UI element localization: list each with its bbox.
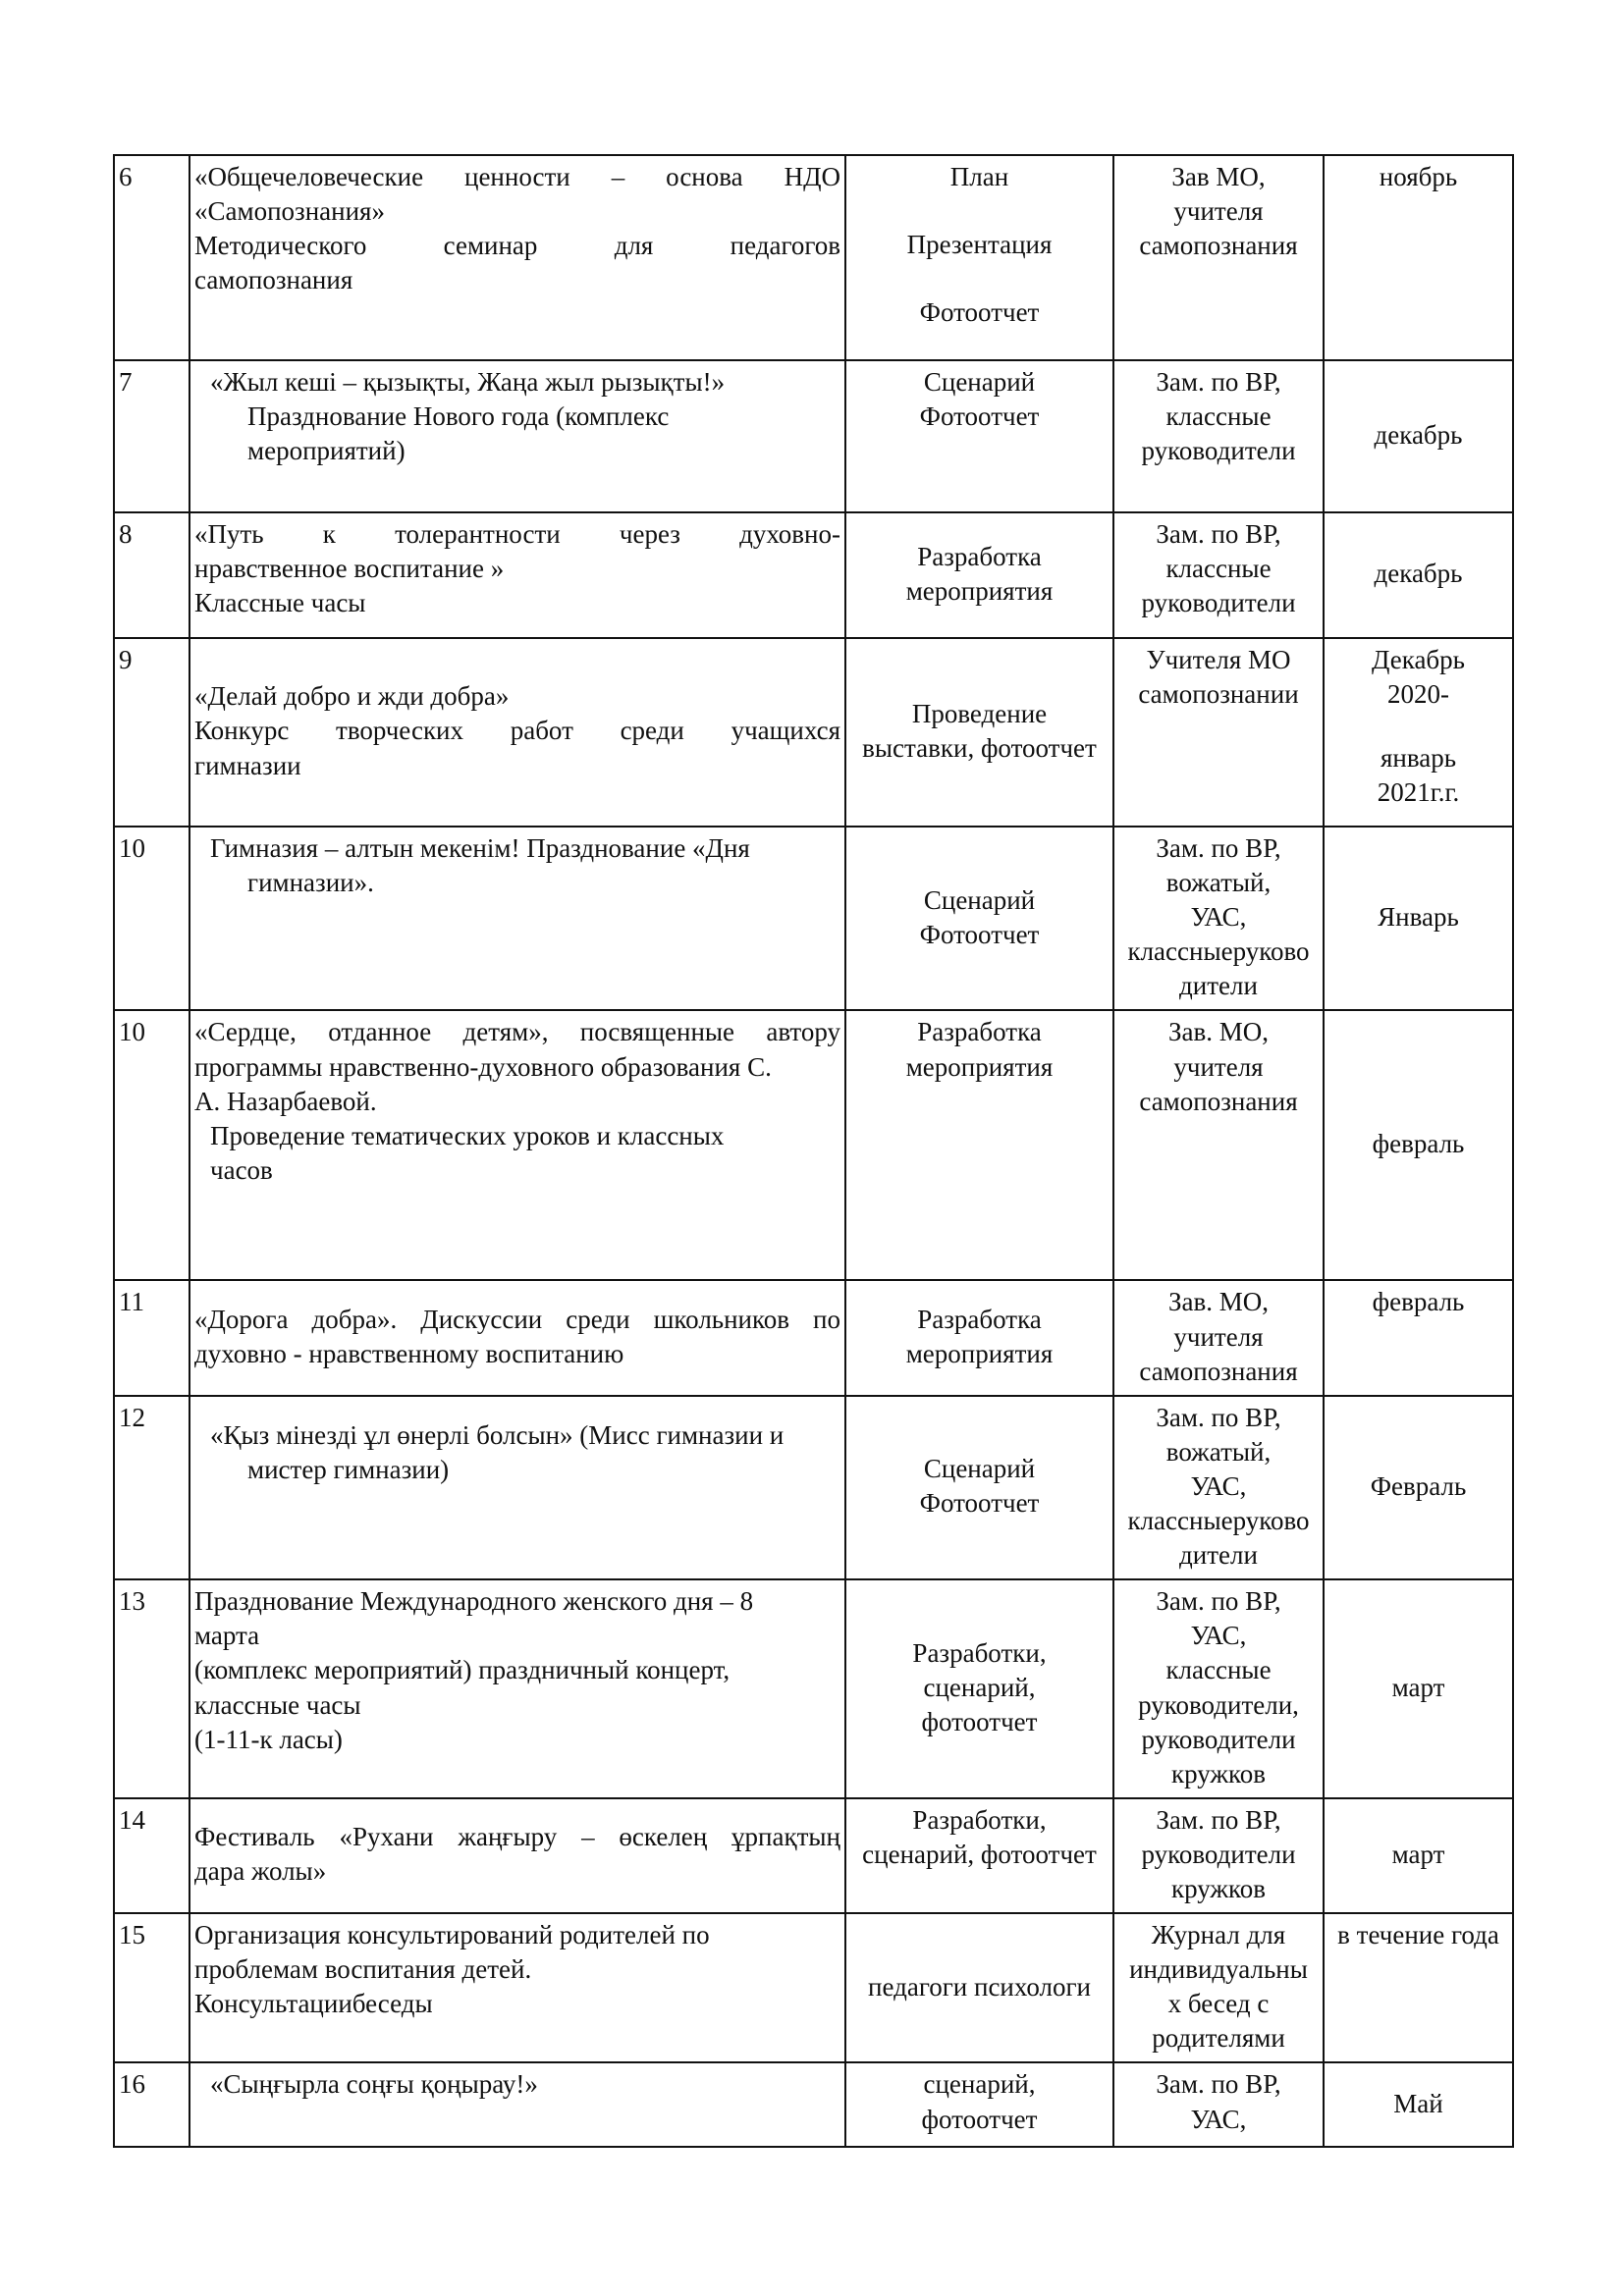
report-form-cell — [845, 1579, 1113, 1798]
event-plan-table — [113, 154, 1514, 2148]
table-row — [114, 1913, 1513, 2062]
deadline-cell — [1324, 155, 1513, 360]
row-number: 6 — [114, 155, 189, 360]
responsible-cell — [1113, 360, 1324, 512]
responsible-cell — [1113, 155, 1324, 360]
event-name-cell — [189, 1280, 845, 1395]
table-row — [114, 1280, 1513, 1395]
event-name-line: самопознания — [194, 265, 353, 295]
event-name-line: (1-11-к ласы) — [194, 1724, 343, 1754]
responsible-line: Учителя МО — [1146, 645, 1291, 674]
event-name-line: «Делай добро и жди добра» — [194, 681, 510, 712]
event-name-line: «Дорога добра». Дискуссии среди школьников по — [194, 1305, 840, 1335]
responsible-line: классныеруково — [1127, 1506, 1310, 1536]
event-name-line: Празднование Международного женского дня – 8 — [194, 1586, 754, 1617]
event-name-cell — [189, 512, 845, 638]
report-form-cell — [845, 1913, 1113, 2062]
event-name-cell — [189, 155, 845, 360]
responsible-line: УАС, — [1190, 1621, 1247, 1651]
responsible-line: х бесед с — [1167, 1989, 1270, 2019]
responsible-line: Зам. по ВР, — [1156, 367, 1281, 397]
report-form-cell — [845, 1010, 1113, 1280]
report-form-line: сценарий, — [923, 1672, 1036, 1702]
report-form-cell — [845, 638, 1113, 827]
table-row — [114, 638, 1513, 827]
responsible-line: дители — [1179, 971, 1258, 1001]
responsible-line: самопознания — [1139, 231, 1298, 261]
deadline-line: декабрь — [1374, 419, 1463, 450]
event-name-line: Фестиваль «Рухани жаңғыру – өскелең ұрпақтың — [194, 1822, 840, 1852]
responsible-line: Зам. по ВР, — [1156, 2069, 1281, 2100]
report-form-line: мероприятия — [905, 576, 1054, 606]
deadline-line: в течение года — [1337, 1920, 1499, 1950]
event-name-line: Конкурс творческих работ среди учащихся — [194, 716, 840, 746]
responsible-cell — [1113, 1798, 1324, 1913]
event-name-line: «Общечеловеческие ценности – основа НДО — [194, 162, 840, 191]
event-name-line: программы нравственно-духовного образования С. — [194, 1051, 772, 1082]
responsible-line: Зам. по ВР, — [1156, 1402, 1281, 1432]
row-number: 7 — [114, 360, 189, 512]
deadline-cell — [1324, 512, 1513, 638]
row-number: 16 — [114, 2062, 189, 2147]
report-form-line: Сценарий — [923, 884, 1036, 915]
event-name-cell — [189, 1579, 845, 1798]
event-name-line: гимназии — [194, 750, 301, 780]
event-name-line: Классные часы — [194, 588, 366, 618]
responsible-line: руководители — [1141, 1839, 1296, 1869]
table-row — [114, 1798, 1513, 1913]
event-name-line: Консультациибеседы — [194, 1989, 433, 2019]
report-form-cell — [845, 155, 1113, 360]
deadline-line: Декабрь — [1372, 645, 1465, 674]
event-name-cell — [189, 827, 845, 1010]
event-name-cell — [189, 638, 845, 827]
responsible-line: учителя — [1173, 1321, 1264, 1352]
event-name-cell — [189, 1396, 845, 1579]
report-form-cell — [845, 2062, 1113, 2147]
deadline-line: январь — [1380, 743, 1457, 774]
responsible-line: классные — [1165, 1655, 1272, 1685]
deadline-line: Февраль — [1370, 1470, 1467, 1501]
responsible-line: Зам. по ВР, — [1156, 519, 1281, 549]
responsible-line: учителя — [1173, 196, 1264, 227]
responsible-line: Журнал для — [1151, 1920, 1286, 1950]
report-form-line: выставки, фотоотчет — [862, 733, 1097, 763]
responsible-line: Зав. МО, — [1167, 1017, 1269, 1047]
event-name-line: «Путь к толерантности через духовно- — [194, 519, 840, 549]
event-name-line: Празднование Нового года (комплекс — [247, 401, 670, 432]
row-number: 15 — [114, 1913, 189, 2062]
responsible-cell — [1113, 1280, 1324, 1395]
event-name-cell — [189, 1798, 845, 1913]
report-form-line: фотоотчет — [921, 2104, 1038, 2134]
deadline-cell — [1324, 1280, 1513, 1395]
table-row — [114, 512, 1513, 638]
event-name-line: «Қыз мінезді ұл өнерлі болсын» (Мисс гимназии и — [210, 1419, 785, 1450]
report-form-line: План — [949, 162, 1009, 191]
responsible-line: Зам. по ВР, — [1156, 1804, 1281, 1835]
responsible-line: классные — [1165, 401, 1272, 432]
event-name-line: Гимназия – алтын мекенім! Празднование «Дня — [210, 833, 750, 863]
report-form-line: Разработка — [917, 1305, 1042, 1335]
responsible-line: руководители — [1141, 588, 1296, 618]
event-name-line: гимназии». — [247, 868, 374, 898]
responsible-cell — [1113, 1579, 1324, 1798]
report-form-line: Проведение — [911, 698, 1048, 728]
event-name-cell — [189, 1913, 845, 2062]
deadline-cell — [1324, 638, 1513, 827]
responsible-line: кружков — [1170, 1873, 1267, 1903]
row-number: 12 — [114, 1396, 189, 1579]
table-row — [114, 155, 1513, 360]
event-name-line: Организация консультирований родителей по — [194, 1920, 710, 1950]
report-form-line: сценарий, фотоотчет — [862, 1839, 1097, 1869]
row-number: 10 — [114, 827, 189, 1010]
responsible-line: Зав. МО, — [1167, 1287, 1269, 1317]
responsible-line: вожатый, — [1165, 1436, 1272, 1467]
responsible-cell — [1113, 2062, 1324, 2147]
report-form-line: Сценарий — [923, 367, 1036, 397]
event-name-line: «Жыл кеші – қызықты, Жаңа жыл рызықты!» — [210, 367, 726, 397]
event-name-line: А. Назарбаевой. — [194, 1086, 377, 1116]
responsible-line: руководители, — [1138, 1689, 1299, 1720]
event-name-line: дара жолы» — [194, 1856, 327, 1887]
row-number: 10 — [114, 1010, 189, 1280]
responsible-cell — [1113, 1913, 1324, 2062]
responsible-cell — [1113, 512, 1324, 638]
event-name-line: (комплекс мероприятий) праздничный концерт, — [194, 1655, 731, 1685]
responsible-line: УАС, — [1190, 1470, 1247, 1501]
event-name-line: «Сердце, отданное детям», посвященные автору — [194, 1017, 840, 1047]
responsible-cell — [1113, 638, 1324, 827]
deadline-line: февраль — [1372, 1129, 1465, 1159]
responsible-line: УАС, — [1190, 902, 1247, 933]
report-form-cell — [845, 1798, 1113, 1913]
event-name-cell — [189, 360, 845, 512]
responsible-line: самопознания — [1139, 1086, 1298, 1116]
row-number: 8 — [114, 512, 189, 638]
deadline-cell — [1324, 1010, 1513, 1280]
row-number: 9 — [114, 638, 189, 827]
responsible-line: индивидуальны — [1129, 1954, 1308, 1985]
report-form-line: мероприятия — [905, 1339, 1054, 1369]
report-form-cell — [845, 512, 1113, 638]
responsible-line: самопознании — [1138, 679, 1299, 710]
row-number: 14 — [114, 1798, 189, 1913]
table-row — [114, 2062, 1513, 2147]
responsible-line: учителя — [1173, 1051, 1264, 1082]
responsible-line: классные — [1165, 554, 1272, 584]
deadline-line: Май — [1393, 2088, 1443, 2118]
event-name-line: мероприятий) — [247, 436, 406, 466]
deadline-line: декабрь — [1374, 559, 1463, 589]
responsible-line: вожатый, — [1165, 868, 1272, 898]
event-name-line: часов — [210, 1154, 273, 1185]
table-row — [114, 360, 1513, 512]
row-number: 13 — [114, 1579, 189, 1798]
event-name-line: классные часы — [194, 1689, 361, 1720]
report-form-cell — [845, 827, 1113, 1010]
responsible-cell — [1113, 1396, 1324, 1579]
report-form-line: Разработки, — [912, 1637, 1047, 1668]
report-form-line: Фотоотчет — [919, 297, 1040, 328]
responsible-line: Зам. по ВР, — [1156, 833, 1281, 863]
report-form-line: Сценарий — [923, 1454, 1036, 1484]
event-name-line: проблемам воспитания детей. — [194, 1954, 532, 1985]
deadline-line: 2021г.г. — [1377, 777, 1460, 808]
row-number: 11 — [114, 1280, 189, 1395]
responsible-line: УАС, — [1190, 2104, 1247, 2134]
deadline-cell — [1324, 1798, 1513, 1913]
report-form-cell — [845, 1280, 1113, 1395]
deadline-cell — [1324, 1913, 1513, 2062]
deadline-cell — [1324, 2062, 1513, 2147]
event-name-line: Методического семинар для педагогов — [194, 231, 840, 261]
responsible-line: Зам. по ВР, — [1156, 1586, 1281, 1617]
event-name-line: нравственное воспитание » — [194, 554, 505, 584]
report-form-line: Презентация — [906, 230, 1053, 260]
report-form-line: педагоги психологи — [868, 1971, 1091, 2002]
deadline-cell — [1324, 1579, 1513, 1798]
event-name-line: мистер гимназии) — [247, 1454, 450, 1484]
responsible-line: родителями — [1152, 2023, 1285, 2054]
report-form-cell — [845, 360, 1113, 512]
responsible-line: кружков — [1170, 1758, 1267, 1789]
event-name-line: марта — [194, 1621, 260, 1651]
responsible-line: руководители — [1141, 436, 1296, 466]
table-row — [114, 1010, 1513, 1280]
deadline-cell — [1324, 1396, 1513, 1579]
event-name-line: «Самопознания» — [194, 196, 385, 227]
deadline-cell — [1324, 827, 1513, 1010]
deadline-line: ноябрь — [1379, 162, 1458, 191]
deadline-line: Январь — [1378, 902, 1459, 933]
responsible-line: руководители — [1141, 1724, 1296, 1754]
report-form-line: Фотоотчет — [919, 1488, 1040, 1519]
event-name-cell — [189, 2062, 845, 2147]
report-form-line: сценарий, — [923, 2069, 1036, 2100]
table-row — [114, 827, 1513, 1010]
deadline-line: март — [1391, 1672, 1445, 1702]
report-form-line: Разработка — [917, 1017, 1042, 1047]
event-name-line: Проведение тематических уроков и классных — [210, 1120, 725, 1150]
responsible-cell — [1113, 827, 1324, 1010]
responsible-line: самопознания — [1139, 1356, 1298, 1386]
event-name-cell — [189, 1010, 845, 1280]
event-name-line: «Сыңғырла соңғы қоңырау!» — [210, 2069, 538, 2100]
responsible-cell — [1113, 1010, 1324, 1280]
report-form-line: Фотоотчет — [919, 401, 1040, 432]
event-name-line: духовно - нравственному воспитанию — [194, 1339, 624, 1369]
deadline-line: март — [1391, 1839, 1445, 1869]
table-row — [114, 1396, 1513, 1579]
report-form-line: Разработки, — [912, 1804, 1047, 1835]
deadline-line: 2020- — [1387, 679, 1449, 710]
report-form-line: фотоотчет — [921, 1707, 1038, 1737]
deadline-line: февраль — [1372, 1287, 1465, 1317]
report-form-line: Фотоотчет — [919, 919, 1040, 949]
deadline-cell — [1324, 360, 1513, 512]
report-form-line: Разработка — [917, 541, 1042, 571]
responsible-line: дители — [1179, 1540, 1258, 1571]
report-form-cell — [845, 1396, 1113, 1579]
responsible-line: Зав МО, — [1171, 162, 1266, 191]
table-row — [114, 1579, 1513, 1798]
responsible-line: классныеруково — [1127, 936, 1310, 967]
report-form-line: мероприятия — [905, 1051, 1054, 1082]
